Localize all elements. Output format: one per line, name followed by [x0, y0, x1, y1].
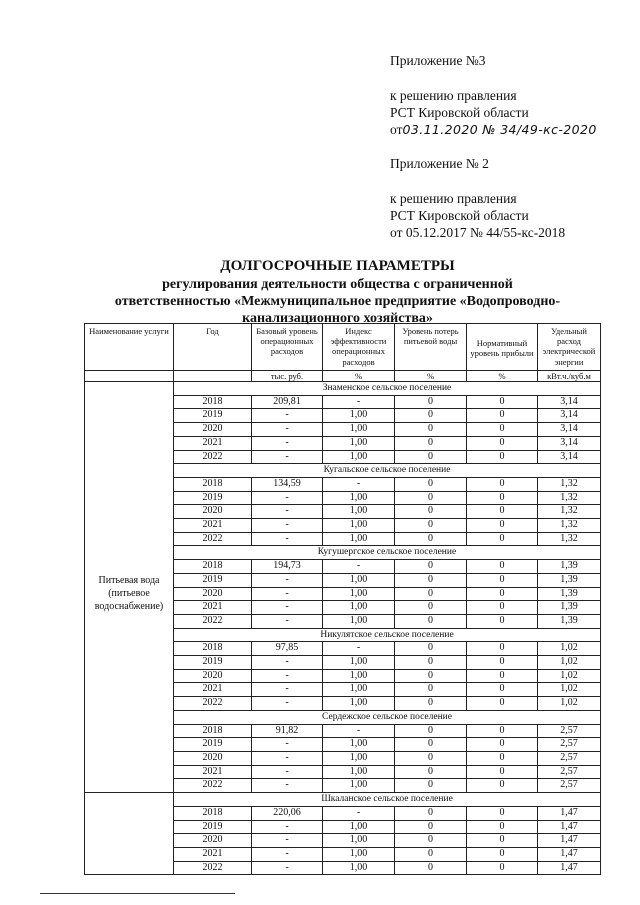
year-cell: 2020 — [174, 423, 252, 437]
efficiency-index-cell: 1,00 — [323, 614, 395, 628]
profit-level-cell: 0 — [467, 450, 538, 464]
efficiency-index-cell: 1,00 — [323, 532, 395, 546]
date-prefix: от — [390, 122, 403, 137]
water-loss-cell: 0 — [395, 779, 467, 793]
efficiency-index-cell: 1,00 — [323, 450, 395, 464]
old-decision-line-1: к решению правления — [390, 191, 517, 206]
section-name: Знаменское сельское поселение — [174, 382, 601, 396]
profit-level-cell: 0 — [467, 614, 538, 628]
year-cell: 2022 — [174, 614, 252, 628]
base-opex-cell: - — [252, 751, 323, 765]
year-cell: 2019 — [174, 491, 252, 505]
base-opex-cell: - — [252, 765, 323, 779]
units-blank — [174, 371, 252, 382]
year-cell: 2018 — [174, 395, 252, 409]
profit-level-cell: 0 — [467, 642, 538, 656]
efficiency-index-cell: 1,00 — [323, 697, 395, 711]
base-opex-cell: 134,59 — [252, 477, 323, 491]
col-header-water-loss: Уровень потерь питьевой воды — [395, 324, 467, 371]
service-blank-cell — [85, 793, 174, 875]
profit-level-cell: 0 — [467, 697, 538, 711]
energy-use-cell: 1,32 — [538, 532, 601, 546]
water-loss-cell: 0 — [395, 423, 467, 437]
energy-use-cell: 1,39 — [538, 573, 601, 587]
year-cell: 2021 — [174, 765, 252, 779]
efficiency-index-cell: 1,00 — [323, 601, 395, 615]
base-opex-cell: - — [252, 587, 323, 601]
water-loss-cell: 0 — [395, 683, 467, 697]
water-loss-cell: 0 — [395, 477, 467, 491]
efficiency-index-cell: 1,00 — [323, 409, 395, 423]
handwritten-date: 03.11.2020 № 34/49-кс-2020 — [402, 122, 597, 137]
base-opex-cell: - — [252, 491, 323, 505]
efficiency-index-cell: 1,00 — [323, 751, 395, 765]
profit-level-cell: 0 — [467, 806, 538, 820]
service-name-line: Питьевая вода — [98, 575, 160, 587]
energy-use-cell: 1,32 — [538, 505, 601, 519]
efficiency-index-cell: 1,00 — [323, 573, 395, 587]
energy-use-cell: 3,14 — [538, 395, 601, 409]
efficiency-index-cell: 1,00 — [323, 436, 395, 450]
doc-title: ДОЛГОСРОЧНЫЕ ПАРАМЕТРЫ — [220, 258, 455, 274]
base-opex-cell: - — [252, 423, 323, 437]
base-opex-cell: - — [252, 450, 323, 464]
efficiency-index-cell: 1,00 — [323, 738, 395, 752]
efficiency-index-cell: 1,00 — [323, 765, 395, 779]
year-cell: 2019 — [174, 573, 252, 587]
base-opex-cell: - — [252, 669, 323, 683]
base-opex-cell: - — [252, 573, 323, 587]
subtitle-line-3: канализационного хозяйства» — [242, 311, 433, 326]
energy-use-cell: 1,02 — [538, 697, 601, 711]
efficiency-index-cell: 1,00 — [323, 669, 395, 683]
energy-use-cell: 1,47 — [538, 847, 601, 861]
decision-line-1: к решению правления — [390, 88, 517, 103]
water-loss-cell: 0 — [395, 601, 467, 615]
profit-level-cell: 0 — [467, 532, 538, 546]
efficiency-index-cell: - — [323, 806, 395, 820]
profit-level-cell: 0 — [467, 560, 538, 574]
water-loss-cell: 0 — [395, 861, 467, 875]
water-loss-cell: 0 — [395, 820, 467, 834]
efficiency-index-cell: 1,00 — [323, 779, 395, 793]
water-loss-cell: 0 — [395, 450, 467, 464]
profit-level-cell: 0 — [467, 505, 538, 519]
col-header-service: Наименование услуги — [85, 324, 174, 371]
profit-level-cell: 0 — [467, 395, 538, 409]
base-opex-cell: - — [252, 505, 323, 519]
year-cell: 2018 — [174, 560, 252, 574]
table-row — [85, 395, 601, 409]
energy-use-cell: 1,39 — [538, 560, 601, 574]
efficiency-index-cell: - — [323, 642, 395, 656]
energy-use-cell: 2,57 — [538, 724, 601, 738]
profit-level-cell: 0 — [467, 779, 538, 793]
base-opex-cell: - — [252, 683, 323, 697]
section-name: Кугальское сельское поселение — [174, 464, 601, 478]
efficiency-index-cell: - — [323, 395, 395, 409]
base-opex-cell: - — [252, 436, 323, 450]
base-opex-cell: 91,82 — [252, 724, 323, 738]
energy-use-cell: 1,32 — [538, 519, 601, 533]
year-cell: 2021 — [174, 683, 252, 697]
efficiency-index-cell: - — [323, 560, 395, 574]
profit-level-cell: 0 — [467, 861, 538, 875]
water-loss-cell: 0 — [395, 395, 467, 409]
efficiency-index-cell: 1,00 — [323, 519, 395, 533]
unit-energy-use: кВт.ч./куб.м — [538, 371, 601, 382]
col-header-profit-level: Нормативный уровень прибыли — [467, 324, 538, 371]
subtitle-line-1: регулирования деятельности общества с ограниченной — [162, 277, 513, 292]
energy-use-cell: 2,57 — [538, 765, 601, 779]
base-opex-cell: 209,81 — [252, 395, 323, 409]
energy-use-cell: 3,14 — [538, 423, 601, 437]
year-cell: 2020 — [174, 587, 252, 601]
profit-level-cell: 0 — [467, 477, 538, 491]
base-opex-cell: - — [252, 601, 323, 615]
col-header-efficiency-index: Индекс эффективности операционных расходов — [323, 324, 395, 371]
water-loss-cell: 0 — [395, 436, 467, 450]
water-loss-cell: 0 — [395, 669, 467, 683]
section-row — [85, 382, 601, 396]
profit-level-cell: 0 — [467, 409, 538, 423]
profit-level-cell: 0 — [467, 491, 538, 505]
water-loss-cell: 0 — [395, 724, 467, 738]
year-cell: 2021 — [174, 519, 252, 533]
efficiency-index-cell: 1,00 — [323, 505, 395, 519]
water-loss-cell: 0 — [395, 560, 467, 574]
decision-date-handwritten — [390, 121, 597, 138]
water-loss-cell: 0 — [395, 738, 467, 752]
water-loss-cell: 0 — [395, 765, 467, 779]
year-cell: 2022 — [174, 532, 252, 546]
parameters-table — [84, 323, 601, 875]
profit-level-cell: 0 — [467, 834, 538, 848]
water-loss-cell: 0 — [395, 573, 467, 587]
energy-use-cell: 3,14 — [538, 450, 601, 464]
service-name-line: (питьевое — [108, 588, 150, 600]
energy-use-cell: 1,39 — [538, 614, 601, 628]
water-loss-cell: 0 — [395, 505, 467, 519]
year-cell: 2018 — [174, 724, 252, 738]
water-loss-cell: 0 — [395, 491, 467, 505]
water-loss-cell: 0 — [395, 847, 467, 861]
year-cell: 2018 — [174, 477, 252, 491]
appendix-3-label: Приложение №3 — [390, 53, 486, 68]
unit-water-loss: % — [395, 371, 467, 382]
energy-use-cell: 1,39 — [538, 601, 601, 615]
year-cell: 2020 — [174, 669, 252, 683]
year-cell: 2019 — [174, 820, 252, 834]
base-opex-cell: - — [252, 532, 323, 546]
year-cell: 2020 — [174, 505, 252, 519]
doc-subtitle — [40, 276, 635, 327]
base-opex-cell: - — [252, 820, 323, 834]
water-loss-cell: 0 — [395, 587, 467, 601]
energy-use-cell: 1,32 — [538, 491, 601, 505]
efficiency-index-cell: 1,00 — [323, 683, 395, 697]
energy-use-cell: 1,32 — [538, 477, 601, 491]
profit-level-cell: 0 — [467, 519, 538, 533]
water-loss-cell: 0 — [395, 834, 467, 848]
energy-use-cell: 1,47 — [538, 820, 601, 834]
energy-use-cell: 2,57 — [538, 779, 601, 793]
profit-level-cell: 0 — [467, 847, 538, 861]
base-opex-cell: - — [252, 409, 323, 423]
base-opex-cell: - — [252, 656, 323, 670]
old-decision-line-3: от 05.12.2017 № 44/55-кс-2018 — [390, 225, 566, 240]
col-header-year: Год — [174, 324, 252, 371]
base-opex-cell: - — [252, 697, 323, 711]
unit-efficiency-index: % — [323, 371, 395, 382]
col-header-base-opex: Базовый уровень операционных расходов — [252, 324, 323, 371]
water-loss-cell: 0 — [395, 806, 467, 820]
section-name: Сердежское сельское поселение — [174, 710, 601, 724]
energy-use-cell: 1,47 — [538, 806, 601, 820]
profit-level-cell: 0 — [467, 751, 538, 765]
efficiency-index-cell: 1,00 — [323, 847, 395, 861]
table-body — [85, 382, 601, 875]
energy-use-cell: 1,47 — [538, 861, 601, 875]
year-cell: 2019 — [174, 738, 252, 752]
efficiency-index-cell: 1,00 — [323, 656, 395, 670]
water-loss-cell: 0 — [395, 519, 467, 533]
base-opex-cell: - — [252, 614, 323, 628]
year-cell: 2018 — [174, 642, 252, 656]
service-name-cell — [85, 395, 174, 792]
base-opex-cell: 220,06 — [252, 806, 323, 820]
subtitle-line-2: ответственностью «Межмуниципальное предприятие «Водопроводно- — [114, 294, 561, 309]
year-cell: 2022 — [174, 450, 252, 464]
year-cell: 2020 — [174, 751, 252, 765]
profit-level-cell: 0 — [467, 573, 538, 587]
energy-use-cell: 2,57 — [538, 751, 601, 765]
profit-level-cell: 0 — [467, 436, 538, 450]
efficiency-index-cell: 1,00 — [323, 491, 395, 505]
water-loss-cell: 0 — [395, 697, 467, 711]
year-cell: 2019 — [174, 409, 252, 423]
profit-level-cell: 0 — [467, 765, 538, 779]
water-loss-cell: 0 — [395, 656, 467, 670]
year-cell: 2019 — [174, 656, 252, 670]
year-cell: 2022 — [174, 697, 252, 711]
col-header-energy-use: Удельный расход электрической энергии — [538, 324, 601, 371]
energy-use-cell: 1,02 — [538, 656, 601, 670]
water-loss-cell: 0 — [395, 751, 467, 765]
energy-use-cell: 1,39 — [538, 587, 601, 601]
profit-level-cell: 0 — [467, 738, 538, 752]
profit-level-cell: 0 — [467, 724, 538, 738]
footer-divider — [40, 893, 235, 894]
year-cell: 2018 — [174, 806, 252, 820]
base-opex-cell: 194,73 — [252, 560, 323, 574]
profit-level-cell: 0 — [467, 423, 538, 437]
energy-use-cell: 1,02 — [538, 683, 601, 697]
water-loss-cell: 0 — [395, 614, 467, 628]
base-opex-cell: - — [252, 834, 323, 848]
water-loss-cell: 0 — [395, 532, 467, 546]
efficiency-index-cell: 1,00 — [323, 423, 395, 437]
profit-level-cell: 0 — [467, 601, 538, 615]
efficiency-index-cell: - — [323, 477, 395, 491]
unit-base-opex: тыс. руб. — [252, 371, 323, 382]
base-opex-cell: - — [252, 779, 323, 793]
energy-use-cell: 1,02 — [538, 669, 601, 683]
energy-use-cell: 3,14 — [538, 409, 601, 423]
base-opex-cell: - — [252, 847, 323, 861]
efficiency-index-cell: 1,00 — [323, 820, 395, 834]
efficiency-index-cell: 1,00 — [323, 587, 395, 601]
year-cell: 2021 — [174, 436, 252, 450]
old-decision-line-2: РСТ Кировской области — [390, 208, 529, 223]
profit-level-cell: 0 — [467, 683, 538, 697]
service-name-line: водоснабжение) — [94, 601, 164, 613]
appendix-2-label: Приложение № 2 — [390, 156, 489, 171]
profit-level-cell: 0 — [467, 669, 538, 683]
section-name: Никулятское сельское поселение — [174, 628, 601, 642]
efficiency-index-cell: - — [323, 724, 395, 738]
energy-use-cell: 2,57 — [538, 738, 601, 752]
efficiency-index-cell: 1,00 — [323, 834, 395, 848]
units-blank — [85, 371, 174, 382]
energy-use-cell: 3,14 — [538, 436, 601, 450]
base-opex-cell: - — [252, 519, 323, 533]
profit-level-cell: 0 — [467, 587, 538, 601]
water-loss-cell: 0 — [395, 642, 467, 656]
decision-line-2: РСТ Кировской области — [390, 105, 529, 120]
section-name: Шкаланское сельское поселение — [174, 793, 601, 807]
year-cell: 2022 — [174, 779, 252, 793]
energy-use-cell: 1,47 — [538, 834, 601, 848]
service-blank-cell — [85, 382, 174, 396]
year-cell: 2020 — [174, 834, 252, 848]
year-cell: 2022 — [174, 861, 252, 875]
energy-use-cell: 1,02 — [538, 642, 601, 656]
base-opex-cell: - — [252, 738, 323, 752]
section-name: Кугушергское сельское поселение — [174, 546, 601, 560]
section-row — [85, 793, 601, 807]
profit-level-cell: 0 — [467, 656, 538, 670]
base-opex-cell: 97,85 — [252, 642, 323, 656]
year-cell: 2021 — [174, 847, 252, 861]
water-loss-cell: 0 — [395, 409, 467, 423]
unit-profit-level: % — [467, 371, 538, 382]
base-opex-cell: - — [252, 861, 323, 875]
profit-level-cell: 0 — [467, 820, 538, 834]
efficiency-index-cell: 1,00 — [323, 861, 395, 875]
year-cell: 2021 — [174, 601, 252, 615]
